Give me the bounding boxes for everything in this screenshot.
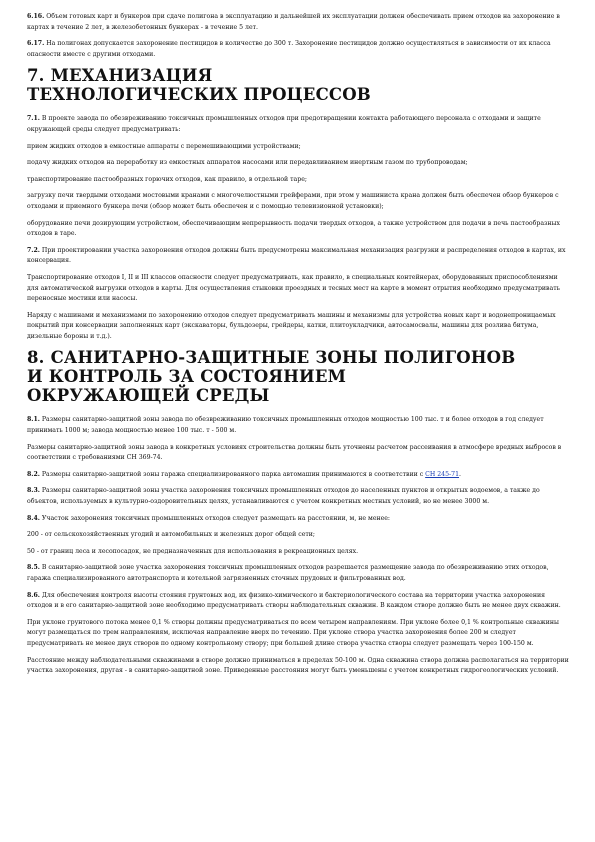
paragraph-text: оборудование печи дозирующим устройством, обеспечивающим непрерывность подачи твердых отходов, а также устройством для подачи в печь пастообразных отходов в таре. [27,219,560,238]
paragraph-text: Размеры санитарно-защитной зоны завода по обезвреживанию токсичных промышленных отходов мощностью 100 тыс. т и более отходов в год следует принимать 1000 м; завода мощностью менее 100 тыс. т - 500 м. [27,416,544,435]
clause-number: 8.4. [27,514,40,522]
paragraph-text: Участок захоронения токсичных промышленных отходов следует размещать на расстоянии, м, не менее: [39,514,391,522]
section-8-heading [27,348,569,405]
section-7-paragraph [27,158,569,169]
section-7-paragraph [27,191,569,212]
paragraph-text: прием жидких отходов в емкостные аппараты с перемешивающими устройствами; [27,142,301,150]
clause-number: 6.17. [27,40,45,48]
clause-number: 7.1. [27,115,40,123]
heading-line: 8. САНИТАРНО-ЗАЩИТНЫЕ ЗОНЫ ПОЛИГОНОВ [27,348,516,368]
section-8-body [27,415,569,676]
intro-paragraph [27,39,569,60]
paragraph-text: Наряду с машинами и механизмами по захоронению отходов следует предусматривать машины и механизмы для устройства новых карт и водонепроницаемых покрытий при консервации заполненных карт (экскаваторы, бульдозеры, грейдеры, катки, плитоукладчики, автосамосвалы, машины для розлива битума, дизельные бороны и т.д.). [27,311,556,340]
heading-line: 7. МЕХАНИЗАЦИЯ [27,66,213,86]
paragraph-text: загрузку печи твердыми отходами мостовыми кранами с многочелюстными грейферами, при этом у машиниста крана должен быть обеспечен обзор бункеров с отходами и приемного бункера печи (обзор может быть обеспечен и с помощью телевизионной установки); [27,192,559,210]
paragraph-text: 50 - от границ леса и лесопосадок, не предназначенных для использования в рекреационных целях. [27,547,359,555]
intro-paragraph [27,12,569,33]
section-7-paragraph [27,114,569,135]
section-8-paragraph [27,563,569,584]
paragraph-text: Объем готовых карт и бункеров при сдаче полигона в эксплуатацию и дальнейшей их эксплуатации должен обеспечивать прием отходов на захоронение в картах в течение 2 лет, в железобетонных бункерах - в течение 5 лет. [27,13,560,31]
paragraph-text: Для обеспечения контроля высоты стояния грунтовых вод, их физико-химического и бактериологического состава на территории участка захоронения отходов и в его санитарно-защитной зоне необходимо предусматривать створы наблюдательных скважин. В каждом створе должно быть не менее двух скважин. [27,591,561,610]
paragraph-text: Расстояние между наблюдательными скважинами в створе должно приниматься в пределах 50-100 м. Одна скважина створа должна располагаться на территории участка захоронения, другая - в санитарно-защитной зоне. Приведенные расстояния могут быть уменьшены с учетом конкретных гидрогеологических условий. [27,656,569,675]
section-7-body [27,114,569,342]
paragraph-text: 200 - от сельскохозяйственных угодий и автомобильных и железных дорог общей сети; [27,531,316,539]
clause-number: 8.1. [27,416,40,424]
section-8-paragraph [27,443,569,464]
heading-line: ТЕХНОЛОГИЧЕСКИХ ПРОЦЕССОВ [27,85,371,105]
paragraph-text: Размеры санитарно-защитной зоны участка захоронения токсичных промышленных отходов до населенных пунктов и открытых водоемов, а также до объектов, используемых в культурно-оздоровительных целях, устанавливаются с учетом конкретных местных условий, но не менее 3000 м. [27,487,540,506]
paragraph-text: Размеры санитарно-защитной зоны гаража специализированного парка автомашин принимаются в соответствии с [39,470,426,478]
clause-number: 8.3. [27,487,40,495]
section-8-paragraph [27,514,569,525]
section-7-paragraph [27,142,569,153]
paragraph-text: транспортирование пастообразных горючих отходов, как правило, в отдельной таре; [27,175,307,183]
section-8-paragraph [27,656,569,677]
document-link[interactable]: СН 245-71 [425,470,460,478]
heading-line: И КОНТРОЛЬ ЗА СОСТОЯНИЕМ [27,367,347,387]
paragraph-text: Транспортирование отходов I, II и III классов опасности следует предусматривать, как правило, в специальных контейнерах, оборудованных приспособлениями для автоматической выгрузки отходов в карты. Для осуществления стыковки проездных и тесных мест на карте в момент отрытия необходимо предусматривать переносные мостики или насосы. [27,273,561,303]
section-7-paragraph [27,175,569,186]
clause-number: 6.16. [27,13,45,20]
section-7-paragraph [27,219,569,240]
section-8-paragraph [27,530,569,541]
intro-paragraphs [27,12,569,60]
clause-number: 7.2. [27,246,40,254]
section-7-heading [27,66,569,104]
heading-line: ОКРУЖАЮЩЕЙ СРЕДЫ [27,386,270,406]
section-8-paragraph [27,618,569,650]
paragraph-text: При уклоне грунтового потока менее 0,1 % створы должны предусматриваться по всем четырем направлениям. При уклоне более 0,1 % контрольные скважины могут размещаться по трем направлениям, исключая направление вверх по течению. При уклоне створа участка захоронения более 200 м следует предусматривать не менее двух створов по одному контрольному створу; при большей длине створа участка створы следует размещать через 100-150 м. [27,618,559,647]
section-8-paragraph [27,547,569,558]
clause-number: 8.2. [27,470,40,478]
section-8-paragraph: 8.2. Размеры санитарно-защитной зоны гаража специализированного парка автомашин принимаются в соответствии с СН 245-71. [27,470,461,478]
section-7-paragraph [27,273,569,305]
paragraph-text: На полигонах допускается захоронение пестицидов в количестве до 300 т. Захоронение пестицидов должно осуществляться в зависимости от их класса опасности вместе с другими отходами. [27,40,551,58]
clause-number: 8.5. [27,564,40,572]
paragraph-text: подачу жидких отходов на переработку из емкостных аппаратов насосами или передавливанием инертным газом по трубопроводам; [27,159,468,167]
section-7-paragraph [27,311,569,343]
section-7-paragraph [27,246,569,267]
section-8-paragraph [27,415,569,436]
paragraph-text: При проектировании участка захоронения отходов должны быть предусмотрены максимальная механизация разгрузки и распределения отходов в картах, их консервация. [27,246,566,265]
paragraph-text: В проекте завода по обезвреживанию токсичных промышленных отходов при предотвращении контакта работающего персонала с отходами и защите окружающей среды следует предусматривать: [27,115,541,133]
paragraph-text: Размеры санитарно-защитной зоны завода в конкретных условиях строительства должны быть уточнены расчетом рассеивания в атмосфере вредных выбросов в соответствии с требованиями СН 369-74. [27,443,562,462]
section-8-paragraph [27,486,569,507]
document-page [27,12,569,683]
clause-number: 8.6. [27,591,40,599]
paragraph-text: В санитарно-защитной зоне участка захоронения токсичных промышленных отходов разрешается размещение завода по обезвреживанию этих отходов, гаража специализированного автотранспорта и котельной загрязненных сточных прудовых и фильтрованных вод. [27,564,549,582]
section-8-paragraph [27,591,569,612]
